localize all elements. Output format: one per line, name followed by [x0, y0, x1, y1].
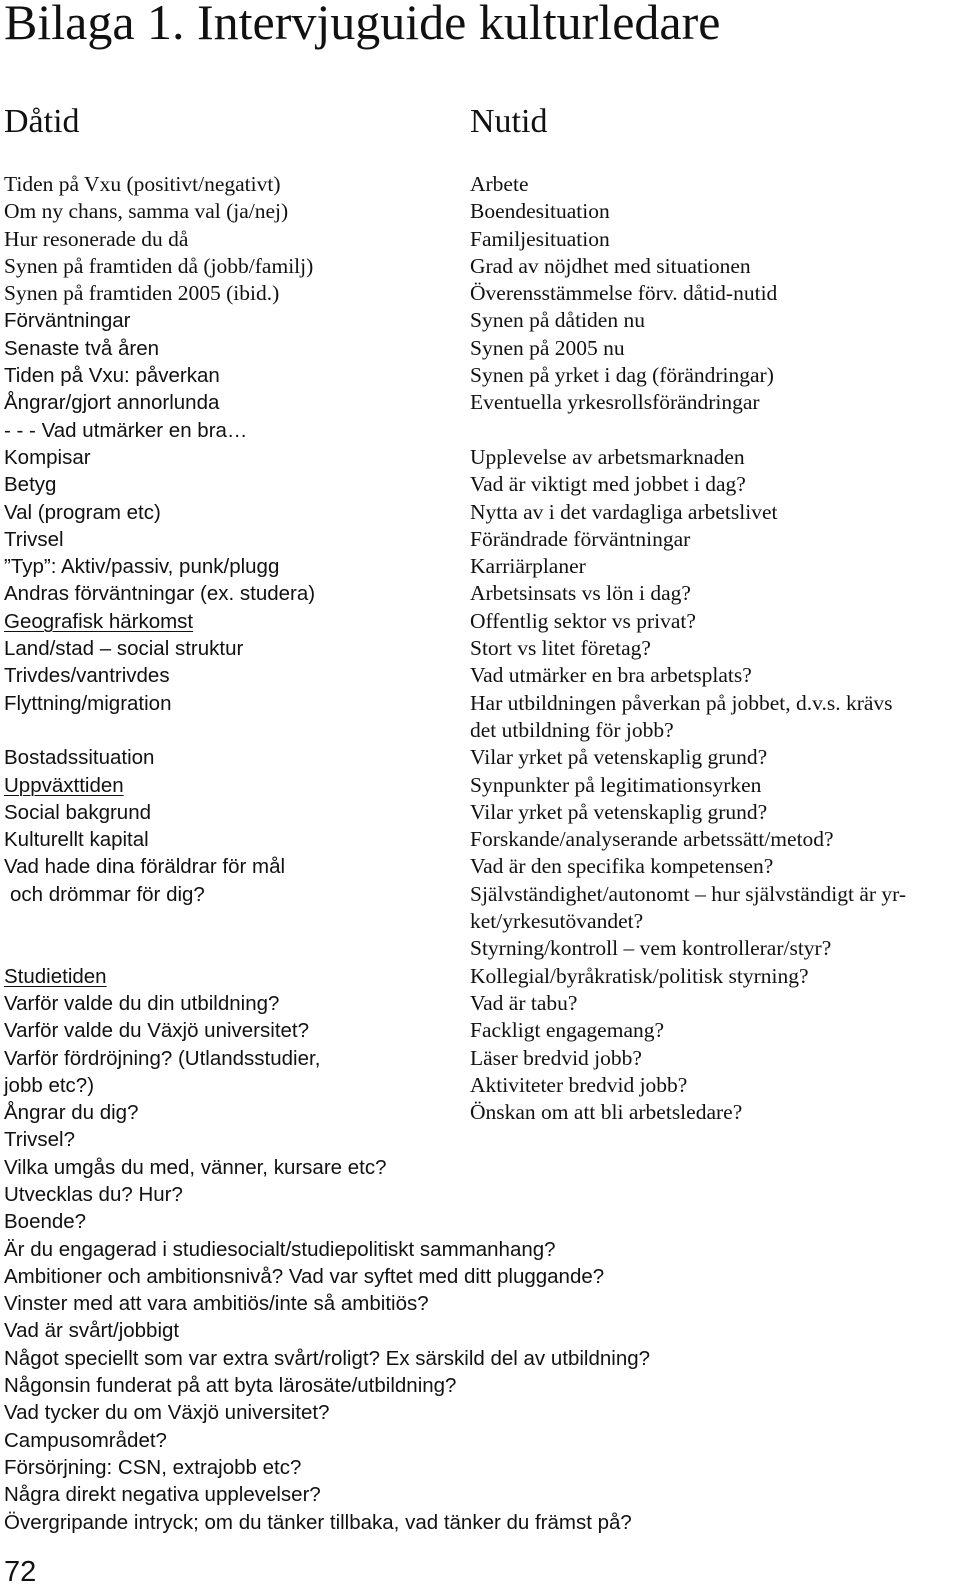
right-line: Fackligt engagemang?: [470, 1018, 665, 1043]
left-line: Val (program etc): [4, 500, 161, 524]
left-line: Synen på framtiden då (jobb/familj): [4, 253, 314, 278]
left-line: Varför valde du din utbildning?: [4, 991, 280, 1015]
left-line: Om ny chans, samma val (ja/nej): [4, 199, 289, 224]
left-line: Land/stad – social struktur: [4, 637, 244, 661]
left-section-heading-studietiden: Studietiden: [4, 964, 107, 988]
right-line: Läser bredvid jobb?: [470, 1045, 642, 1070]
left-line: - - - Vad utmärker en bra…: [4, 418, 248, 442]
left-line: Hur resonerade du då: [4, 226, 189, 251]
left-line: Någonsin funderat på att byta lärosäte/utbildning?: [4, 1374, 457, 1398]
left-line: Trivdes/vantrivdes: [4, 664, 170, 688]
left-line: Utvecklas du? Hur?: [4, 1182, 183, 1206]
right-line: Kollegial/byråkratisk/politisk styrning?: [470, 963, 809, 988]
right-line: Eventuella yrkesrollsförändringar: [470, 390, 760, 415]
right-line: Synen på dåtiden nu: [470, 308, 645, 333]
left-line: Förväntningar: [4, 309, 131, 333]
left-line: Vad tycker du om Växjö universitet?: [4, 1401, 330, 1425]
right-line: Upplevelse av arbetsmarknaden: [470, 444, 745, 469]
heading-nutid: Nutid: [470, 103, 548, 140]
right-line: Styrning/kontroll – vem kontrollerar/styr?: [470, 936, 832, 961]
right-line: Förändrade förväntningar: [470, 526, 691, 551]
right-line: Synpunkter på legitimationsyrken: [470, 772, 762, 797]
left-line: Varför valde du Växjö universitet?: [4, 1019, 310, 1043]
right-line: ket/yrkesutövandet?: [470, 909, 644, 934]
left-line: Är du engagerad i studiesocialt/studiepolitiskt sammanhang?: [4, 1237, 556, 1261]
right-line: Synen på 2005 nu: [470, 335, 625, 360]
right-line: Vad är den specifika kompetensen?: [470, 854, 774, 879]
left-line: och drömmar för dig?: [10, 882, 205, 906]
right-line: Offentlig sektor vs privat?: [470, 608, 696, 633]
right-line: Vad är tabu?: [470, 990, 578, 1015]
left-line: Vinster med att vara ambitiös/inte så ambitiös?: [4, 1292, 429, 1316]
right-line: Grad av nöjdhet med situationen: [470, 253, 751, 278]
left-line: Betyg: [4, 473, 57, 497]
right-line: Vilar yrket på vetenskaplig grund?: [470, 799, 768, 824]
left-line: Något speciellt som var extra svårt/roligt? Ex särskild del av utbildning?: [4, 1346, 651, 1370]
left-line: ”Typ”: Aktiv/passiv, punk/plugg: [4, 555, 280, 579]
page-number: 72: [4, 1556, 37, 1588]
right-line: Synen på yrket i dag (förändringar): [470, 363, 774, 388]
left-section-heading-geografisk: Geografisk härkomst: [4, 609, 194, 633]
right-line: Arbete: [470, 172, 529, 196]
right-line: Boendesituation: [470, 199, 610, 224]
left-line: Ångrar/gjort annorlunda: [4, 391, 220, 415]
document-title: Bilaga 1. Intervjuguide kulturledare: [4, 0, 721, 50]
left-line: Social bakgrund: [4, 800, 152, 824]
heading-datid: Dåtid: [4, 103, 80, 140]
right-line: Arbetsinsats vs lön i dag?: [470, 581, 691, 606]
left-line: Senaste två åren: [4, 336, 159, 360]
left-line: Kompisar: [4, 445, 91, 469]
right-line: Önskan om att bli arbetsledare?: [470, 1100, 743, 1125]
left-line: Ångrar du dig?: [4, 1101, 139, 1125]
right-line: Självständighet/autonomt – hur självständigt är yr-: [470, 881, 907, 906]
left-line: Vilka umgås du med, vänner, kursare etc?: [4, 1155, 387, 1179]
left-line: Synen på framtiden 2005 (ibid.): [4, 281, 280, 306]
right-blank-line: [470, 417, 956, 444]
left-line: Trivsel: [4, 527, 64, 551]
left-line: Försörjning: CSN, extrajobb etc?: [4, 1455, 302, 1479]
left-section-heading-uppvaxttiden: Uppväxttiden: [4, 773, 124, 797]
left-line: Varför fördröjning? (Utlandsstudier,: [4, 1046, 321, 1070]
left-line: Övergripande intryck; om du tänker tillbaka, vad tänker du främst på?: [4, 1510, 632, 1534]
left-line: Tiden på Vxu: påverkan: [4, 364, 220, 388]
right-line: Karriärplaner: [470, 554, 586, 579]
right-line: Stort vs litet företag?: [470, 636, 651, 661]
left-line: Boende?: [4, 1210, 87, 1234]
right-line: Vad utmärker en bra arbetsplats?: [470, 663, 752, 688]
right-line: Forskande/analyserande arbetssätt/metod?: [470, 827, 834, 852]
left-line: Vad är svårt/jobbigt: [4, 1319, 180, 1343]
left-line: Kulturellt kapital: [4, 828, 149, 852]
right-line: Familjesituation: [470, 226, 610, 251]
left-line: Tiden på Vxu (positivt/negativt): [4, 172, 281, 196]
left-line: Ambitioner och ambitionsnivå? Vad var syftet med ditt pluggande?: [4, 1264, 605, 1288]
left-line: jobb etc?): [4, 1073, 95, 1097]
right-line: Nytta av i det vardagliga arbetslivet: [470, 499, 778, 524]
left-line: Vad hade dina föräldrar för mål: [4, 855, 286, 879]
left-line: Bostadssituation: [4, 746, 155, 770]
left-line: Flyttning/migration: [4, 691, 172, 715]
left-line: Andras förväntningar (ex. studera): [4, 582, 316, 606]
right-column-list: [470, 171, 956, 1126]
left-line: Trivsel?: [4, 1128, 75, 1152]
right-line: Vilar yrket på vetenskaplig grund?: [470, 745, 768, 770]
left-line: Campusområdet?: [4, 1428, 167, 1452]
right-line: Vad är viktigt med jobbet i dag?: [470, 472, 746, 497]
left-line: Några direkt negativa upplevelser?: [4, 1483, 321, 1507]
right-line: Aktiviteter bredvid jobb?: [470, 1072, 688, 1097]
right-line: det utbildning för jobb?: [470, 717, 674, 742]
right-line: Har utbildningen påverkan på jobbet, d.v.s. krävs: [470, 690, 893, 715]
right-line: Överensstämmelse förv. dåtid-nutid: [470, 281, 778, 306]
